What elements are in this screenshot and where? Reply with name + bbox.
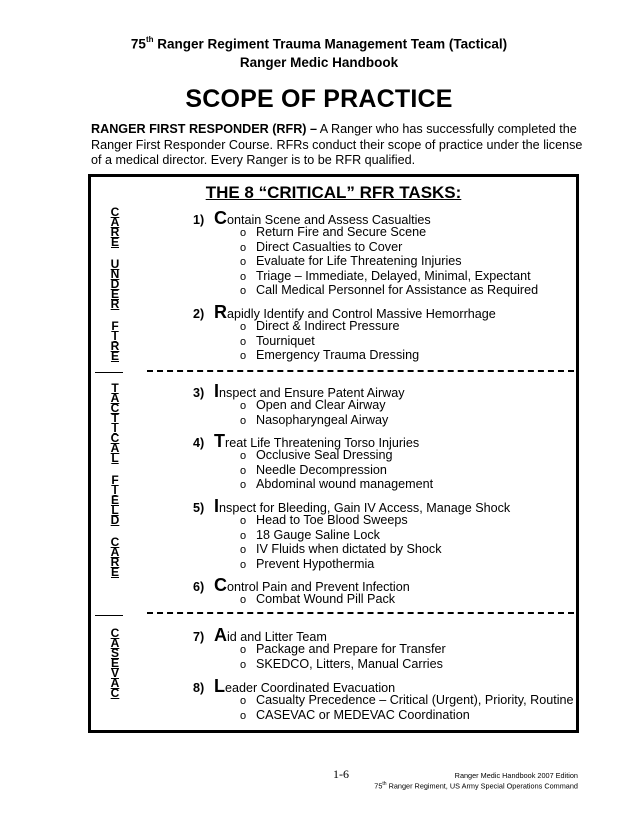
- phase-label-care-under-fire: [92, 207, 138, 361]
- task-initial-letter: C: [214, 575, 227, 595]
- task-subitem-text: Abdominal wound management: [256, 477, 434, 491]
- task-subitem: [240, 557, 374, 571]
- task-subitem: [240, 269, 531, 283]
- intro-text: A Ranger who has successfully completed the Ranger First Responder Course. RFRs conduct their scope of practice under the license of a medical director. Every Ranger is to be RFR qualified.: [91, 122, 583, 167]
- task-subitem: [240, 319, 399, 333]
- phase-label-letter: C: [110, 686, 120, 700]
- page-title: SCOPE OF PRACTICE: [185, 85, 453, 113]
- intro-term: RANGER FIRST RESPONDER (RFR) –: [91, 122, 317, 136]
- phase-label-letter: L: [111, 451, 119, 465]
- bullet-icon: o: [240, 285, 247, 297]
- task-subitem: [240, 348, 419, 362]
- task-subitem-text: Casualty Precedence – Critical (Urgent), Priority, Routine: [256, 693, 574, 707]
- header-ordinal: th: [145, 35, 154, 44]
- task-subitem-text: Return Fire and Secure Scene: [256, 225, 427, 239]
- task-subitem-text: SKEDCO, Litters, Manual Carries: [256, 656, 443, 671]
- bullet-icon: o: [240, 515, 247, 527]
- bullet-icon: o: [240, 709, 247, 722]
- task-subitem-text: Combat Wound Pill Pack: [256, 592, 396, 606]
- phase-label-letter: E: [110, 493, 119, 507]
- header-line-2: Ranger Medic Handbook: [239, 55, 399, 70]
- task-number: 7): [193, 630, 205, 644]
- bullet-icon: o: [240, 450, 247, 462]
- task-initial-letter: A: [214, 625, 227, 645]
- task-subitem: [240, 693, 574, 707]
- task-title: ontrol Pain and Prevent Infection: [227, 580, 410, 594]
- phase-label-letter: I: [113, 483, 117, 497]
- bullet-icon: o: [240, 414, 247, 427]
- bullet-icon: o: [240, 241, 247, 254]
- phase-label-letter: A: [110, 391, 120, 405]
- bullet-icon: o: [240, 529, 247, 542]
- header-line-1: [0, 36, 638, 52]
- phase-label-letter: C: [110, 401, 120, 415]
- phase-label-letter: I: [113, 421, 117, 435]
- task-subitem-text: Triage – Immediate, Delayed, Minimal, Expectant: [256, 268, 531, 283]
- task-subitem-text: Direct Casualties to Cover: [256, 239, 403, 254]
- phase-label-letter: C: [110, 431, 120, 445]
- phase-label-letter: E: [110, 235, 119, 249]
- task-title: id and Litter Team: [227, 630, 327, 644]
- task-subitem: [240, 413, 388, 427]
- task-subitem-text: IV Fluids when dictated by Shock: [256, 542, 442, 556]
- footer-command-name: Ranger Regiment, US Army Special Operations Command: [386, 781, 578, 791]
- phase-label-casevac: [92, 628, 138, 698]
- phase-label-tactical-field-care: [92, 383, 138, 577]
- task-subitem-text: Call Medical Personnel for Assistance as Required: [256, 283, 539, 297]
- task-title: apidly Identify and Control Massive Hemorrhage: [227, 307, 496, 321]
- task-subitem: [240, 528, 380, 542]
- phase-label-letter: C: [110, 205, 120, 219]
- bullet-icon: o: [240, 464, 247, 477]
- task-subitem-text: Head to Toe Blood Sweeps: [256, 513, 408, 527]
- task-initial-letter: I: [214, 381, 220, 401]
- bullet-icon: o: [240, 558, 247, 571]
- phase-label-letter: R: [110, 339, 120, 353]
- page-number: 1-6: [333, 767, 349, 781]
- phase-label-letter: A: [110, 441, 120, 455]
- task-initial-letter: T: [214, 431, 225, 451]
- footer-ordinal: th: [382, 781, 387, 787]
- header-regiment-number: 75: [130, 36, 146, 52]
- task-title: ontain Scene and Assess Casualties: [227, 213, 431, 227]
- bullet-icon: o: [240, 544, 247, 556]
- intro-paragraph: [91, 122, 591, 169]
- task-subitem: [240, 254, 462, 268]
- task-subitem: [240, 513, 408, 527]
- task-number: 8): [193, 681, 205, 695]
- phase-label-letter: S: [110, 646, 119, 660]
- phase-label-letter: V: [110, 666, 119, 680]
- bullet-icon: o: [240, 350, 247, 362]
- bullet-icon: o: [240, 695, 247, 707]
- phase-divider: [95, 615, 123, 616]
- task-subitem-text: Tourniquet: [256, 333, 315, 348]
- phase-label-letter: D: [110, 513, 120, 527]
- task-subitem-text: Occlusive Seal Dressing: [256, 448, 393, 462]
- phase-label-letter: T: [111, 381, 119, 395]
- task-subitem-text: Nasopharyngeal Airway: [256, 412, 389, 427]
- task-number: 6): [193, 580, 205, 594]
- task-subitem: [240, 448, 392, 462]
- phase-label-letter: A: [110, 215, 120, 229]
- phase-label-letter: R: [110, 297, 120, 311]
- phase-dashed-divider: [147, 612, 574, 614]
- bullet-icon: o: [240, 658, 247, 671]
- bullet-icon: o: [240, 335, 247, 348]
- phase-label-letter: U: [110, 257, 120, 271]
- task-subitem-text: 18 Gauge Saline Lock: [256, 527, 380, 542]
- phase-label-letter: E: [110, 565, 119, 579]
- task-subitem: [240, 542, 442, 556]
- phase-label-letter: L: [111, 503, 119, 517]
- task-subitem-text: Prevent Hypothermia: [256, 556, 375, 571]
- task-initial-letter: C: [214, 208, 227, 228]
- task-subitem-text: Evaluate for Life Threatening Injuries: [256, 254, 462, 268]
- tasks-box-title: THE 8 “CRITICAL” RFR TASKS:: [205, 183, 462, 202]
- task-initial-letter: R: [214, 302, 227, 322]
- phase-label-letter: C: [110, 535, 120, 549]
- bullet-icon: o: [240, 479, 247, 491]
- task-subitem-text: Open and Clear Airway: [256, 398, 386, 412]
- bullet-icon: o: [240, 270, 247, 283]
- task-subitem: [240, 240, 402, 254]
- task-subitem-text: Emergency Trauma Dressing: [256, 348, 420, 362]
- task-subitem: [240, 398, 386, 412]
- task-subitem: [240, 463, 387, 477]
- phase-divider: [95, 372, 123, 373]
- bullet-icon: o: [240, 400, 247, 412]
- phase-label-letter: R: [110, 225, 120, 239]
- phase-label-letter: A: [110, 636, 120, 650]
- task-number: 4): [193, 436, 205, 450]
- task-title: reat Life Threatening Torso Injuries: [225, 436, 420, 450]
- bullet-icon: o: [240, 227, 247, 239]
- footer-command: [374, 781, 578, 790]
- phase-label-letter: R: [110, 555, 120, 569]
- task-subitem: [240, 334, 315, 348]
- phase-label-letter: E: [110, 349, 119, 363]
- task-number: 3): [193, 386, 205, 400]
- task-initial-letter: I: [214, 496, 220, 516]
- phase-label-letter: C: [110, 626, 120, 640]
- phase-label-letter: D: [110, 277, 120, 291]
- task-title: eader Coordinated Evacuation: [225, 681, 396, 695]
- phase-label-letter: A: [110, 545, 120, 559]
- phase-label-letter: T: [111, 411, 119, 425]
- bullet-icon: o: [240, 321, 247, 333]
- task-subitem-text: Direct & Indirect Pressure: [256, 319, 400, 333]
- task-subitem: [240, 708, 470, 722]
- bullet-icon: o: [240, 594, 247, 606]
- task-subitem-text: Needle Decompression: [256, 462, 387, 477]
- bullet-icon: o: [240, 256, 247, 268]
- task-subitem: [240, 592, 395, 606]
- header-team-name: Ranger Regiment Trauma Management Team (Tactical): [153, 36, 508, 52]
- task-number: 1): [193, 213, 205, 227]
- phase-label-letter: N: [110, 267, 120, 281]
- task-subitem: [240, 225, 426, 239]
- task-subitem: [240, 657, 443, 671]
- task-number: 2): [193, 307, 205, 321]
- phase-label-letter: I: [113, 329, 117, 343]
- footer-regiment-number: 75: [374, 781, 383, 791]
- task-subitem: [240, 283, 538, 297]
- task-number: 5): [193, 501, 205, 515]
- phase-label-letter: E: [110, 656, 119, 670]
- phase-label-letter: A: [110, 676, 120, 690]
- bullet-icon: o: [240, 644, 247, 656]
- task-initial-letter: L: [214, 676, 225, 696]
- task-title: nspect for Bleeding, Gain IV Access, Manage Shock: [219, 501, 511, 515]
- footer-edition: Ranger Medic Handbook 2007 Edition: [454, 771, 578, 780]
- task-subitem-text: Package and Prepare for Transfer: [256, 642, 446, 656]
- phase-label-letter: F: [111, 473, 119, 487]
- phase-label-letter: F: [111, 319, 119, 333]
- phase-dashed-divider: [147, 370, 574, 372]
- task-subitem: [240, 642, 446, 656]
- task-subitem-text: CASEVAC or MEDEVAC Coordination: [256, 707, 470, 722]
- task-subitem: [240, 477, 433, 491]
- phase-label-letter: E: [110, 287, 119, 301]
- task-title: nspect and Ensure Patent Airway: [219, 386, 405, 400]
